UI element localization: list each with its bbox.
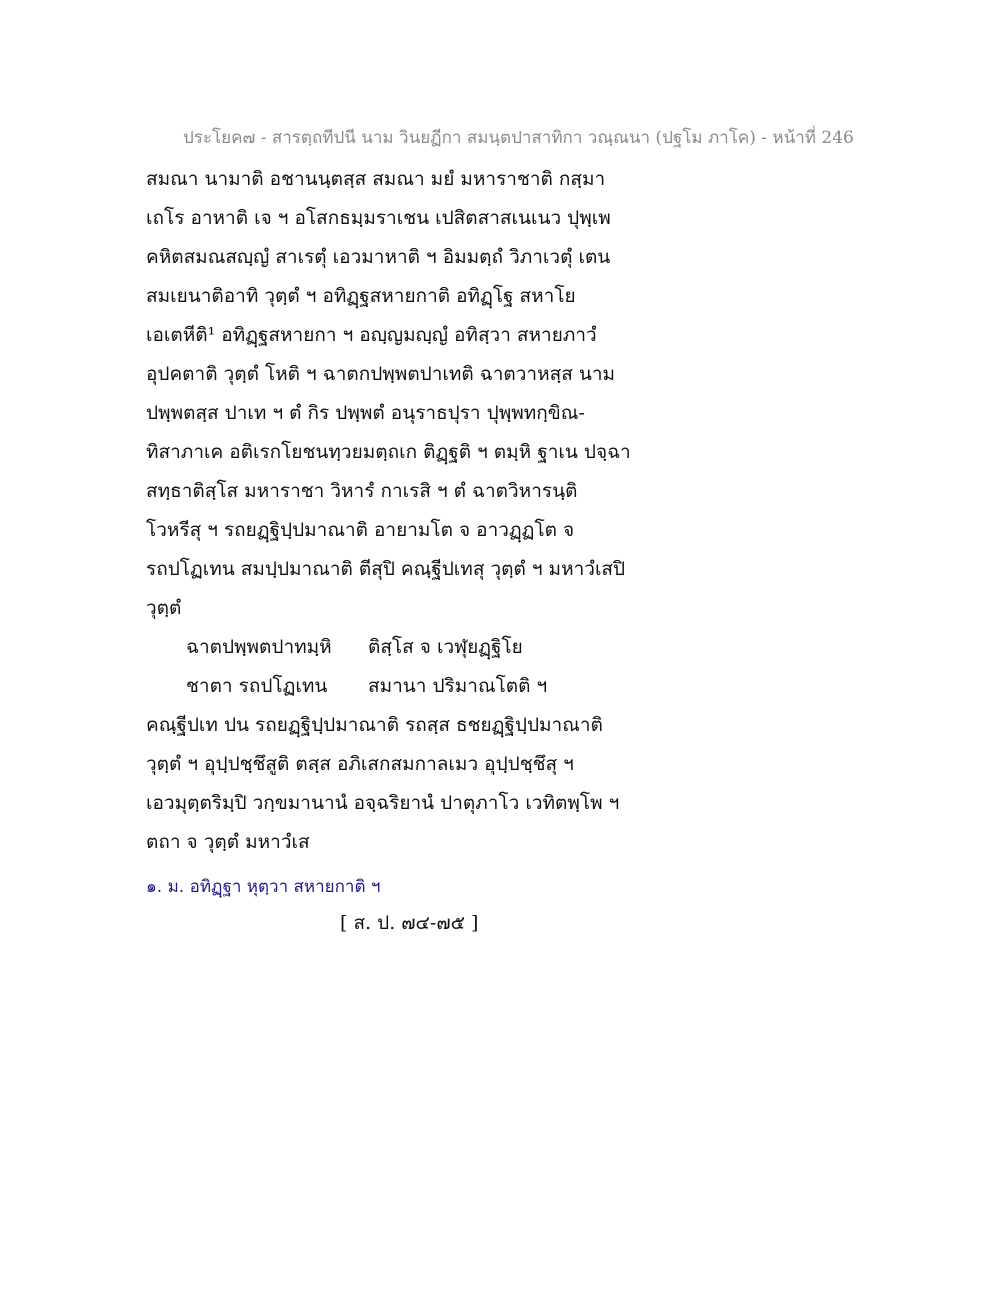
text-line: ปพฺพตสฺส ปาเท ฯ ตํ กิร ปพฺพตํ อนุราธปุรา ปุพฺพทกฺขิณ- [146, 402, 585, 424]
verse-second-half: สมานา ปริมาณโตติ ฯ [368, 675, 548, 697]
text-line: คหิตสมณสญฺญํ สาเรตุํ เอวมาหาติ ฯ อิมมตฺถํ วิภาเวตุํ เตน [146, 246, 611, 268]
text-line: ทิสาภาเค อติเรกโยชนทฺวยมตฺถเก ติฏฺฐติ ฯ ตมฺหิ ฐาเน ปจฺฉา [146, 441, 631, 463]
verse-first-half: ฉาตปพฺพตปาทมฺหิ [186, 636, 332, 658]
page-reference: [ ส. ป. ๗๔-๗๕ ] [340, 912, 479, 934]
verse-first-half: ชาตา รถปโฏเทน [186, 675, 328, 697]
text-line: อุปคตาติ วุตฺตํ โหติ ฯ ฉาตกปพฺพตปาเทติ ฉาตวาหสฺส นาม [146, 363, 616, 385]
text-line: สมเยนาติอาทิ วุตฺตํ ฯ อทิฏฺฐสหายกาติ อทิฏฺโฐ สหาโย [146, 285, 576, 307]
text-line: สมณา นามาติ อชานนฺตสฺส สมณา มยํ มหาราชาติ กสฺมา [146, 168, 606, 190]
footnote: ๑. ม. อทิฏฺฐา หุตฺวา สหายกาติ ฯ [146, 877, 381, 897]
text-line: รถปโฏเทน สมปฺปมาณาติ ตีสุปิ คณฺฐีปเทสุ วุตฺตํ ฯ มหาวํเสปิ [146, 558, 626, 580]
text-line: สทฺธาติสฺโส มหาราชา วิหารํ กาเรสิ ฯ ตํ ฉาตวิหารนฺติ [146, 480, 578, 502]
body-text [146, 160, 686, 862]
text-line: คณฺฐีปเท ปน รถยฏฺฐิปฺปมาณาติ รถสฺส ธชยฏฺฐิปฺปมาณาติ [146, 714, 603, 736]
text-line: วุตฺตํ ฯ อุปฺปชฺชึสูติ ตสฺส อภิเสกสมกาลเมว อุปฺปชฺชึสุ ฯ [146, 753, 574, 775]
text-line: เอวมุตฺตริมฺปิ วกฺขมานานํ อจฺฉริยานํ ปาตุภาโว เวทิตพฺโพ ฯ [146, 792, 620, 814]
text-line: โวหรีสุ ฯ รถยฏฺฐิปฺปมาณาติ อายามโต จ อาวฏฺฏโต จ [146, 519, 575, 541]
text-line: ตถา จ วุตฺตํ มหาวํเส [146, 831, 310, 853]
verse-line [146, 667, 686, 706]
text-line: เอเตหีติ¹ อทิฏฺฐสหายกา ฯ อญฺญมญฺญํ อทิสฺวา สหายภาวํ [146, 324, 597, 346]
verse-line [146, 628, 686, 667]
verse-second-half: ติสฺโส จ เวฬุยฏฺฐิโย [368, 636, 523, 658]
running-header: ประโยค๗ - สารตฺถทีปนี นาม วินยฏีกา สมนฺตปาสาทิกา วณฺณนา (ปฐโม ภาโค) - หน้าที่ 246 [183, 128, 854, 148]
text-line: เถโร อาหาติ เจ ฯ อโสกธมฺมราเชน เปสิตสาสเนเนว ปุพฺเพ [146, 207, 611, 229]
text-line: วุตฺตํ [146, 597, 182, 619]
